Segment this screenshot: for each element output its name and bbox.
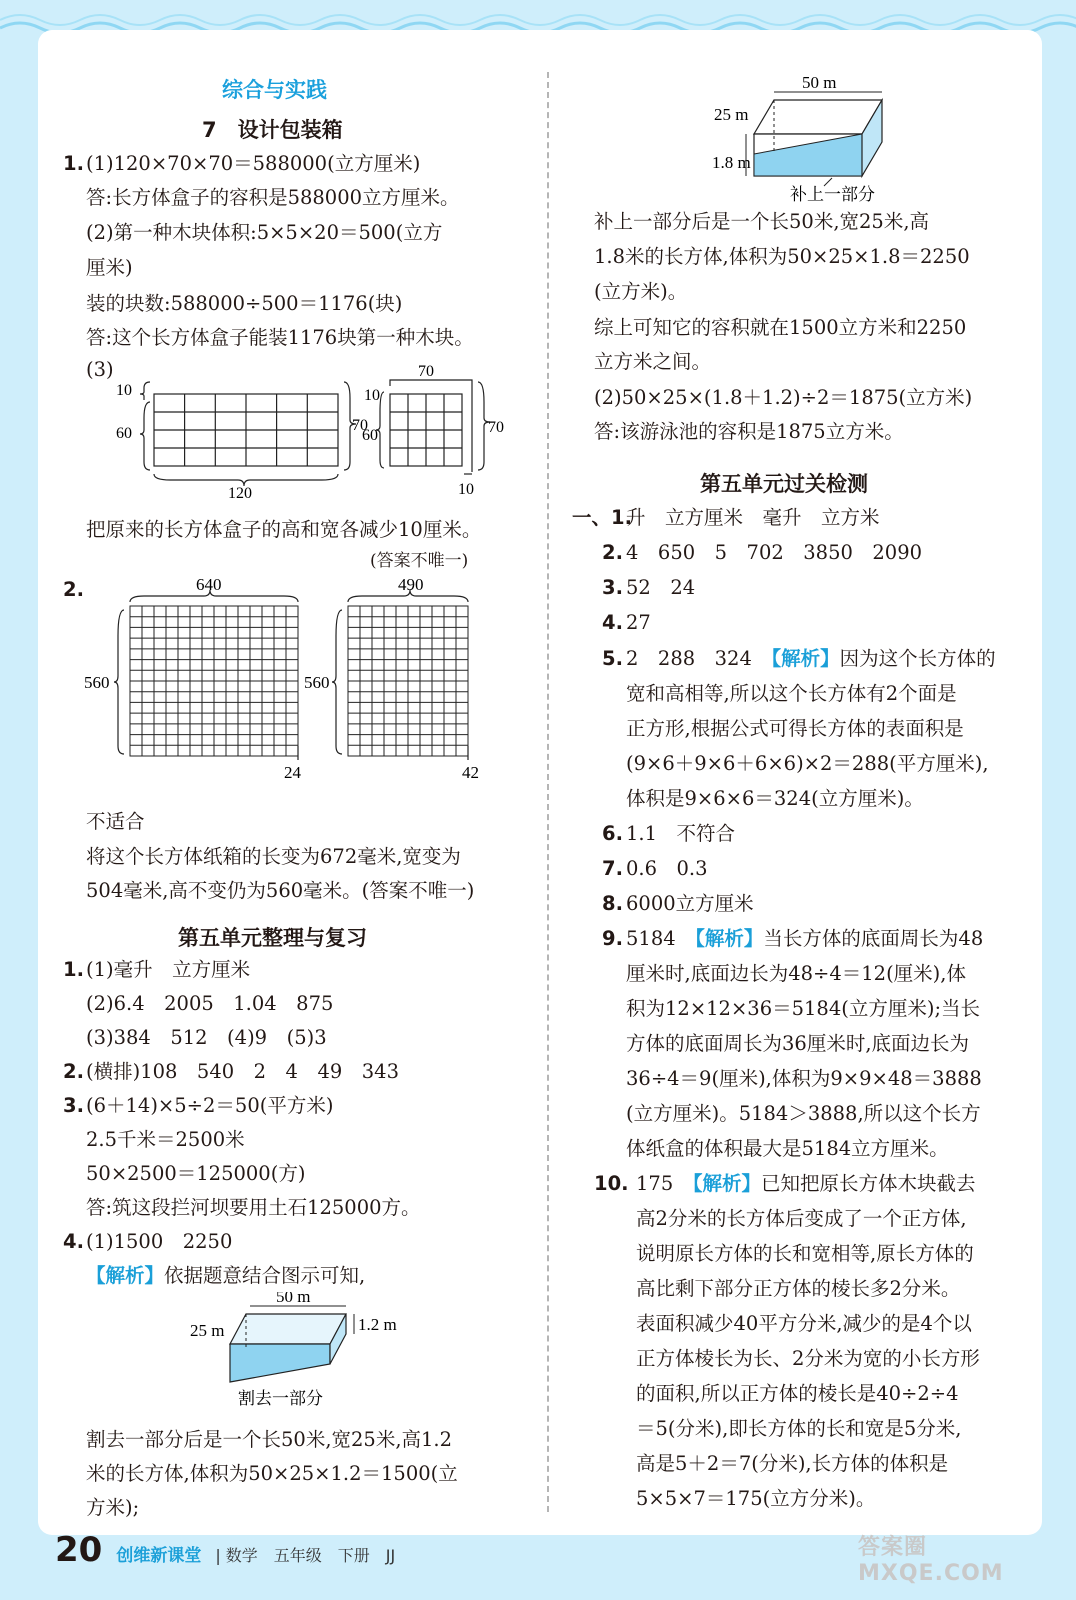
t8-text: 6000立方厘米: [626, 892, 754, 915]
fig-b-label-side: 60: [362, 427, 378, 444]
t10-answer: 175: [636, 1172, 674, 1195]
q2-line2: 将这个长方体纸箱的长变为672毫米,宽变为: [86, 845, 461, 868]
q2-fig-a-top: 640: [196, 576, 222, 594]
fig-a-label-side: 60: [116, 425, 132, 442]
r3-number: 3.: [63, 1094, 84, 1117]
t10-l5: 表面积减少40平方分米,减少的是4个以: [636, 1312, 972, 1335]
t5-first-line: [626, 647, 996, 671]
r3-line1: (6＋14)×5÷2＝50(平方米): [86, 1094, 334, 1117]
cut-fig-right: 1.2 m: [358, 1315, 397, 1334]
fig-b-label-right: 70: [488, 419, 504, 436]
r4-line5: 方米);: [86, 1496, 140, 1519]
fig-a-label-bottom: 120: [228, 485, 252, 500]
t6-text: 1.1 不符合: [626, 822, 736, 845]
fig-b-label-top-left: 10: [364, 387, 380, 404]
t5-analysis-tag: 【解析】: [771, 647, 840, 670]
t10-analysis-tag: 【解析】: [692, 1172, 762, 1195]
t4-number: 4.: [602, 611, 623, 634]
q2-fig-a-side: 560: [84, 673, 110, 692]
r4-analysis-line: [86, 1264, 365, 1288]
q1-line9: (答案不唯一): [370, 551, 469, 571]
right-p5: 立方米之间。: [594, 350, 712, 373]
q2-line3: 504毫米,高不变仍为560毫米。(答案不唯一): [86, 879, 475, 902]
t9-l3: 积为12×12×36＝5184(立方厘米);当长: [626, 997, 981, 1020]
q2-grid-figures: [84, 576, 524, 798]
fill-pool-figure: [712, 72, 912, 204]
brand-name: 创维新课堂: [116, 1546, 202, 1566]
t5-l4: (9×6＋9×6＋6×6)×2＝288(平方厘米),: [626, 752, 989, 775]
r1-line3: (3)384 512 (4)9 (5)3: [86, 1026, 327, 1049]
q1-grid-figure-a: [110, 378, 370, 500]
column-divider: [547, 72, 549, 1512]
wave-border-top: [0, 0, 1076, 34]
t3-number: 3.: [602, 576, 623, 599]
fill-fig-top: 50 m: [802, 73, 837, 92]
t10-l4: 高比剩下部分正方体的棱长多2分米。: [636, 1277, 961, 1300]
t9-number: 9.: [602, 927, 623, 950]
t4-text: 27: [626, 611, 651, 634]
q1-line1: (1)120×70×70＝588000(立方厘米): [86, 152, 421, 175]
t9-l1: 当长方体的底面周长为48: [763, 927, 984, 950]
q2-number: 2.: [63, 578, 84, 601]
watermark: 答案圈 MXQE.COM: [858, 1535, 1004, 1586]
q1-line2: 答:长方体盒子的容积是588000立方厘米。: [86, 186, 460, 209]
q1-number: 1.: [63, 152, 84, 175]
right-p4: 综上可知它的容积就在1500立方米和2250: [594, 316, 967, 339]
t10-l1: 已知把原长方体木块截去: [761, 1172, 976, 1195]
section-title: 综合与实践: [222, 78, 327, 102]
r3-line2: 2.5千米＝2500米: [86, 1128, 245, 1151]
r2-line1: (横排)108 540 2 4 49 343: [86, 1060, 399, 1083]
q2-fig-a-bottom: 24: [284, 763, 301, 782]
t3-text: 52 24: [626, 576, 696, 599]
review-title: 第五单元整理与复习: [178, 926, 367, 950]
right-p3: (立方米)。: [594, 280, 688, 303]
r4-number: 4.: [63, 1230, 84, 1253]
q1-line8: 把原来的长方体盒子的高和宽各减少10厘米。: [86, 518, 482, 541]
right-p6: (2)50×25×(1.8＋1.2)÷2＝1875(立方米): [594, 386, 973, 409]
fill-fig-side: 1.8 m: [712, 153, 751, 172]
right-p7: 答:该游泳池的容积是1875立方米。: [594, 420, 904, 443]
t6-number: 6.: [602, 822, 623, 845]
r3-line4: 答:筑这段拦河坝要用土石125000方。: [86, 1196, 421, 1219]
page-footer: [55, 1530, 395, 1570]
analysis-tag: 【解析】: [86, 1264, 165, 1287]
t10-l6: 正方体棱长为长、2分米为宽的小长方形: [636, 1347, 980, 1370]
r4-line1: (1)1500 2250: [86, 1230, 233, 1253]
right-p2: 1.8米的长方体,体积为50×25×1.8＝2250: [594, 245, 970, 268]
test-title: 第五单元过关检测: [700, 472, 868, 496]
cut-fig-left: 25 m: [190, 1321, 225, 1340]
r4-line4: 米的长方体,体积为50×25×1.2＝1500(立: [86, 1462, 458, 1485]
t9-first-line: [626, 927, 983, 951]
q1-grid-figure-b: [360, 362, 520, 500]
fig-b-label-top: 70: [418, 363, 434, 380]
t10-first-line: [636, 1172, 976, 1196]
t5-l2: 宽和高相等,所以这个长方体有2个面是: [626, 682, 957, 705]
r1-number: 1.: [63, 958, 84, 981]
t10-l7: 的面积,所以正方体的棱长是40÷2÷4: [636, 1382, 959, 1405]
t5-number: 5.: [602, 647, 623, 670]
t10-l2: 高2分米的长方体后变成了一个正方体,: [636, 1207, 967, 1230]
r3-line3: 50×2500＝125000(方): [86, 1162, 306, 1185]
t9-l7: 体纸盒的体积最大是5184立方厘米。: [626, 1137, 949, 1160]
right-p1: 补上一部分后是一个长50米,宽25米,高: [594, 210, 930, 233]
t5-answer: 2 288 324: [626, 647, 752, 670]
t7-text: 0.6 0.3: [626, 857, 708, 880]
t1-number: 一、1.: [572, 506, 632, 529]
q1-line3: (2)第一种木块体积:5×5×20＝500(立方: [86, 221, 443, 244]
t5-l5: 体积是9×6×6＝324(立方厘米)。: [626, 787, 924, 810]
r1-line2: (2)6.4 2005 1.04 875: [86, 992, 334, 1015]
fig-a-label-right: 70: [352, 417, 368, 434]
t7-number: 7.: [602, 857, 623, 880]
t10-l8: ＝5(分米),即长方体的长和宽是5分米,: [636, 1417, 962, 1440]
r1-line1: (1)毫升 立方厘米: [86, 958, 251, 981]
t2-number: 2.: [602, 541, 623, 564]
t1-text: 升 立方厘米 毫升 立方米: [626, 506, 880, 529]
t9-l4: 方体的底面周长为36厘米时,底面边长为: [626, 1032, 970, 1055]
lesson-title: 7 设计包装箱: [202, 118, 343, 142]
q2-fig-b-side: 560: [304, 673, 330, 692]
t10-l3: 说明原长方体的长和宽相等,原长方体的: [636, 1242, 974, 1265]
t9-answer: 5184: [626, 927, 676, 950]
r2-number: 2.: [63, 1060, 84, 1083]
t2-text: 4 650 5 702 3850 2090: [626, 541, 923, 564]
q2-fig-b-top: 490: [398, 576, 424, 594]
q1-line7: (3): [86, 358, 114, 381]
t9-analysis-tag: 【解析】: [695, 927, 764, 950]
q1-line4: 厘米): [86, 256, 133, 279]
t9-l5: 36÷4＝9(厘米),体积为9×9×48＝3888: [626, 1067, 982, 1090]
r4-line2: 依据题意结合图示可知,: [164, 1264, 366, 1287]
q2-fig-b-bottom: 42: [462, 763, 479, 782]
cut-pool-figure: [190, 1292, 430, 1412]
q1-line6: 答:这个长方体盒子能装1176块第一种木块。: [86, 326, 474, 349]
t5-l3: 正方形,根据公式可得长方体的表面积是: [626, 717, 964, 740]
t10-l9: 高是5＋2＝7(分米),长方体的体积是: [636, 1452, 949, 1475]
t5-l1: 因为这个长方体的: [839, 647, 996, 670]
r4-line3: 割去一部分后是一个长50米,宽25米,高1.2: [86, 1428, 453, 1451]
t10-number: 10.: [594, 1172, 629, 1195]
t10-l10: 5×5×7＝175(立方分米)。: [636, 1487, 876, 1510]
fill-fig-caption: 补上一部分: [790, 185, 875, 204]
book-info: | 数学 五年级 下册 JJ: [215, 1546, 396, 1565]
t9-l6: (立方厘米)。5184＞3888,所以这个长方: [626, 1102, 981, 1125]
q1-line5: 装的块数:588000÷500＝1176(块): [86, 292, 403, 315]
cut-fig-top: 50 m: [276, 1292, 311, 1306]
q2-line1: 不适合: [86, 810, 145, 833]
cut-fig-caption: 割去一部分: [238, 1389, 323, 1408]
t9-l2: 厘米时,底面边长为48÷4＝12(厘米),体: [626, 962, 966, 985]
page-number: 20: [55, 1530, 103, 1570]
fig-b-label-bottom: 10: [458, 481, 474, 498]
fill-fig-left: 25 m: [714, 105, 749, 124]
fig-a-label-top: 10: [116, 382, 132, 399]
t8-number: 8.: [602, 892, 623, 915]
